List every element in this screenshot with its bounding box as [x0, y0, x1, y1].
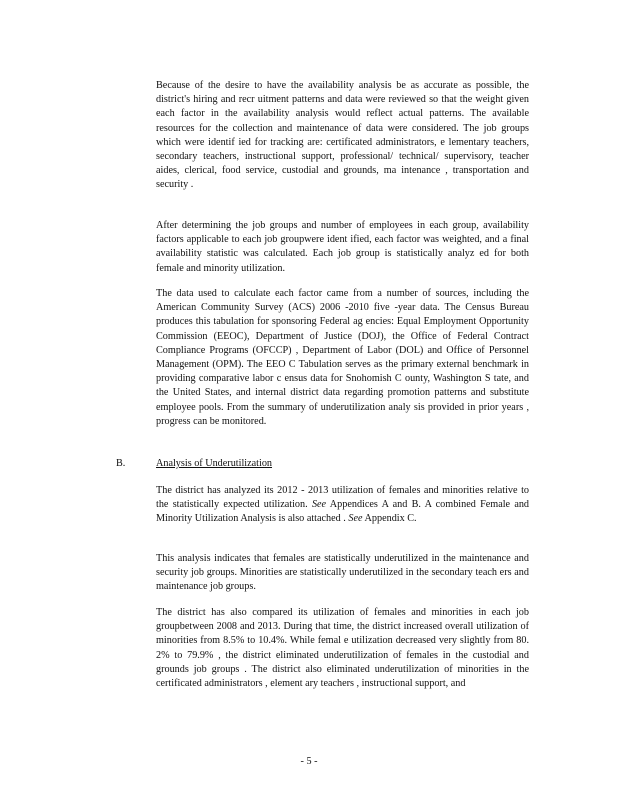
paragraph-comparison-2008-2013: The district has also compared its utilization of females and minorities in each job groupbetween 2008 and 2013. During that time, the district increased overall utilization of minorities from 8.5% to 10.4%. While femal e utilization decreased very slightly from 80. 2% to 79.9% , the district eliminated underutilization of females in the custodial and grounds job groups . The district also eliminated underutilization of minorities in the certificated administrators , element ary teachers , instructional support, and [156, 607, 529, 690]
paragraph-utilization-analysis [156, 484, 529, 527]
see-reference: See [311, 499, 327, 511]
section-letter: B. [116, 458, 126, 469]
utilization-text-3: Appendix C. [364, 513, 417, 525]
page-number: - 5 - [300, 756, 318, 767]
utilization-text-2: Appendices A and B. A combined Female and Minority Utilization Analysis is also attached . [156, 499, 530, 525]
paragraph-availability-accuracy: Because of the desire to have the availability analysis be as accurate as possible, the district's hiring and recr uitment patterns and data were reviewed so that the weight given each factor in the availability analysis would reflect actual patterns. The available resources for the collection and maintenance of data were considered. The job groups which were identif ied for tracking are: certificated administrators, e lementary teachers, secondary teachers, instructional support, professional/ technical/ supervisory, teacher aides, clerical, food service, custodial and grounds, ma intenance , transportation and security . [156, 80, 529, 191]
see-reference: See [348, 513, 363, 525]
utilization-text-1: The district has analyzed its 2012 - 2013 utilization of females and minorities relative to the statistically expected utilization. [156, 485, 529, 511]
paragraph-job-groups: After determining the job groups and number of employees in each group, availability factors applicable to each job groupwere ident ified, each factor was weighted, and a final availability statistic was calculated. Each job group is statistically analyz ed for both female and minority utilization. [156, 220, 529, 274]
section-heading-b [116, 457, 536, 473]
paragraph-data-sources: The data used to calculate each factor came from a number of sources, including the American Community Survey (ACS) 2006 -2010 five -year data. The Census Bureau produces this tabulation for sponsoring Federal ag encies: Equal Employment Opportunity Commission (EEOC), Department of Justice (DOJ), the Office of Federal Contract Compliance Programs (OFCCP) , Department of Labor (DOL) and Office of Personnel Management (OPM). The EEO C Tabulation serves as the primary external benchmark in providing comparative labor c ensus data for Snohomish C ounty, Washington S tate, and the United States, and internal district data regarding promotion patterns and substitute employee pools. From the summary of underutilization analy sis provided in prior years , progress can be monitored. [156, 288, 529, 427]
section-title: Analysis of Underutilization [156, 458, 273, 469]
paragraph-underutilized-groups: This analysis indicates that females are statistically underutilized in the maintenance and security job groups. Minorities are statistically underutilized in the secondary teach ers and maintenance job groups. [156, 553, 529, 593]
